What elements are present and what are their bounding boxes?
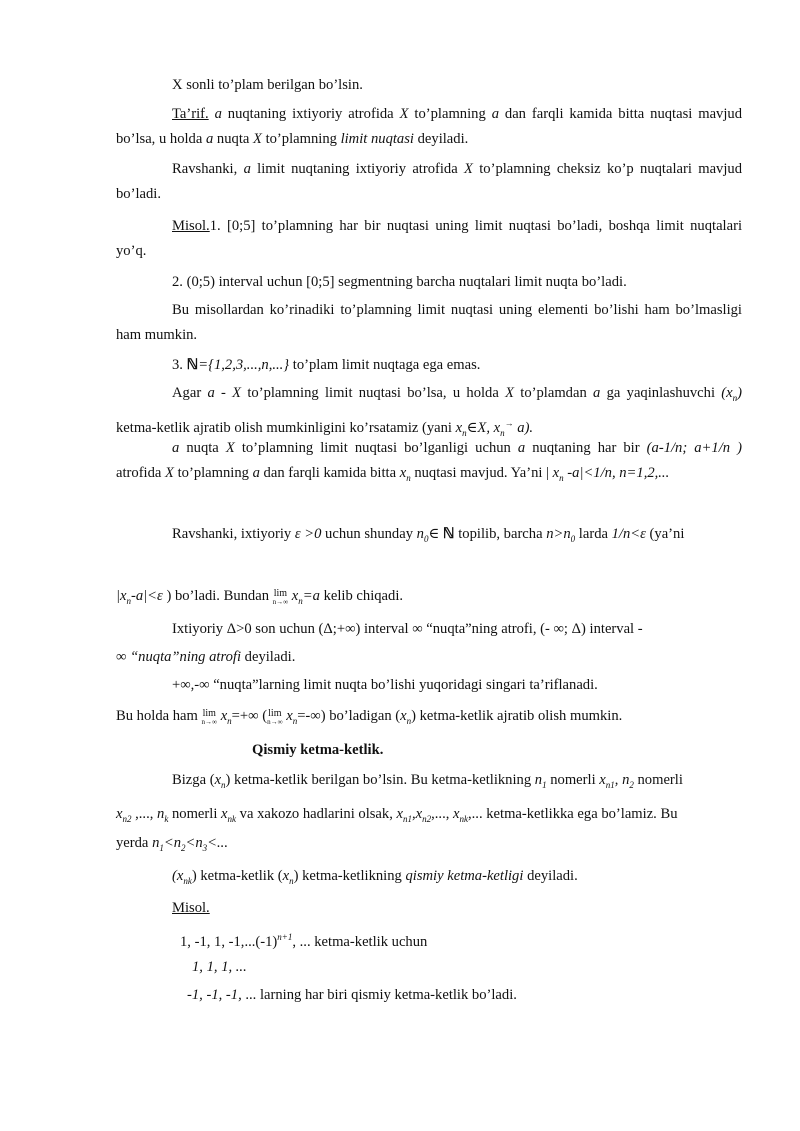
intro-line: X sonli to’plam berilgan bo’lsin. (172, 77, 363, 93)
example-2-line: 2. (0;5) interval uchun [0;5] segmentning barcha nuqtalari limit nuqta bo’ladi. (172, 274, 627, 290)
epsilon-paragraph: Ravshanki, ixtiyoriy ε >0 uchun shunday $n_0\in$ ℕ topilib, barcha $n>n_0$ larda 1/n<ε (ya’ni (172, 526, 685, 544)
agar-paragraph: Agar a - X to’plamning limit nuqtasi bo’lsa, u holda X to’plamdan a ga yaqinlashuvchi $(x_n)$ ketma-ketlik ajratib olish mumkinligini ko’rsatamiz (yani $x_n\in X$, $x_n^\to$ a). (116, 385, 742, 438)
definition-paragraph: Ta’rif. a nuqtaning ixtiyoriy atrofida X to’plamning a dan farqli kamida bitta nuqtasi mavjud bo’lsa, u holda a nuqta X to’plamning limit nuqtasi deyiladi. (116, 106, 743, 147)
bu-holda-line: Bu holda ham lim n→∞ $x_n=+\infty$ ( lim n→∞ $x_n=-\infty$) bo’ladigan $(x_n)$ ketma-ketlik ajratib olish mumkin. (116, 708, 623, 726)
infinity-neighborhood-line-2: ∞ “nuqta”ning atrofi deyiladi. (116, 649, 296, 665)
minus-ones-subsequence-line: -1, -1, -1, ... larning har biri qismiy ketma-ketlik bo’ladi. (187, 987, 517, 1003)
limit-notation-3: lim n→∞ (267, 708, 283, 726)
limit-line: $|x_n-a|<\varepsilon$ ) bo’ladi. Bundan lim n→∞ $x_n=a$ kelib chiqadi. (116, 588, 404, 606)
plus-minus-infinity-line: +∞,-∞ “nuqta”larning limit nuqta bo’lishi yuqoridagi singari ta’riflanadi. (172, 677, 598, 693)
yerda-line: yerda $n_1<n_2<n_3<$... (116, 835, 228, 853)
infinity-neighborhood-line: Ixtiyoriy Δ>0 son uchun (Δ;+∞) interval ∞ “nuqta”ning atrofi, (- ∞; Δ) interval - (172, 621, 643, 637)
subsequence-line-2: $x_{n2}$ ,..., $n_k$ nomerli $x_{nk}$ va xakozo hadlarini olsak, $x_{n1},x_{n2}$,..., $x_{nk}$,... ketma-ketlikka ega bo’lamiz. Bu (116, 806, 678, 824)
ravshanki-paragraph: Ravshanki, a limit nuqtaning ixtiyoriy atrofida X to’plamning cheksiz ko’p nuqtalari mavjud bo’ladi. (116, 161, 742, 202)
example-1-paragraph: Misol.1. [0;5] to’plamning har bir nuqtasi uning limit nuqtasi bo’ladi, boshqa limit nuqtalari yo’q. (116, 218, 742, 259)
limit-notation: lim n→∞ (272, 588, 289, 606)
anuqta-paragraph: a nuqta X to’plamning limit nuqtasi bo’lganligi uchun a nuqtaning har bir (a-1/n; a+1/n ) atrofida X to’plamning a dan farqli kamida bitta $x_n$ nuqtasi mavjud. Ya’ni | $x_n$ -a|<1/n, n=1,2,... (116, 440, 742, 483)
ones-subsequence-line: 1, 1, 1, ... (192, 959, 247, 975)
example-heading: Misol. (172, 900, 210, 916)
subsequence-definition-line: $(x_{nk})$ ketma-ketlik $(x_n)$ ketma-ketlikning qismiy ketma-ketligi deyiladi. (172, 868, 578, 886)
section-heading: Qismiy ketma-ketlik. (252, 742, 384, 758)
limit-notation-2: lim n→∞ (201, 708, 218, 726)
example-3-line: 3. ℕ={1,2,3,...,n,...} to’plam limit nuqtaga ega emas. (172, 357, 481, 373)
sequence-line: 1, -1, 1, $-1,...(-1)^{n+1}$, ... ketma-ketlik uchun (180, 932, 428, 950)
subsequence-line-1: Bizga $(x_n)$ ketma-ketlik berilgan bo’lsin. Bu ketma-ketlikning $n_1$ nomerli $x_{n1}$, $n_2$ nomerli (172, 772, 683, 790)
conclusion-paragraph: Bu misollardan ko’rinadiki to’plamning limit nuqtasi uning elementi bo’lishi ham bo’lmasligi ham mumkin. (116, 302, 742, 343)
